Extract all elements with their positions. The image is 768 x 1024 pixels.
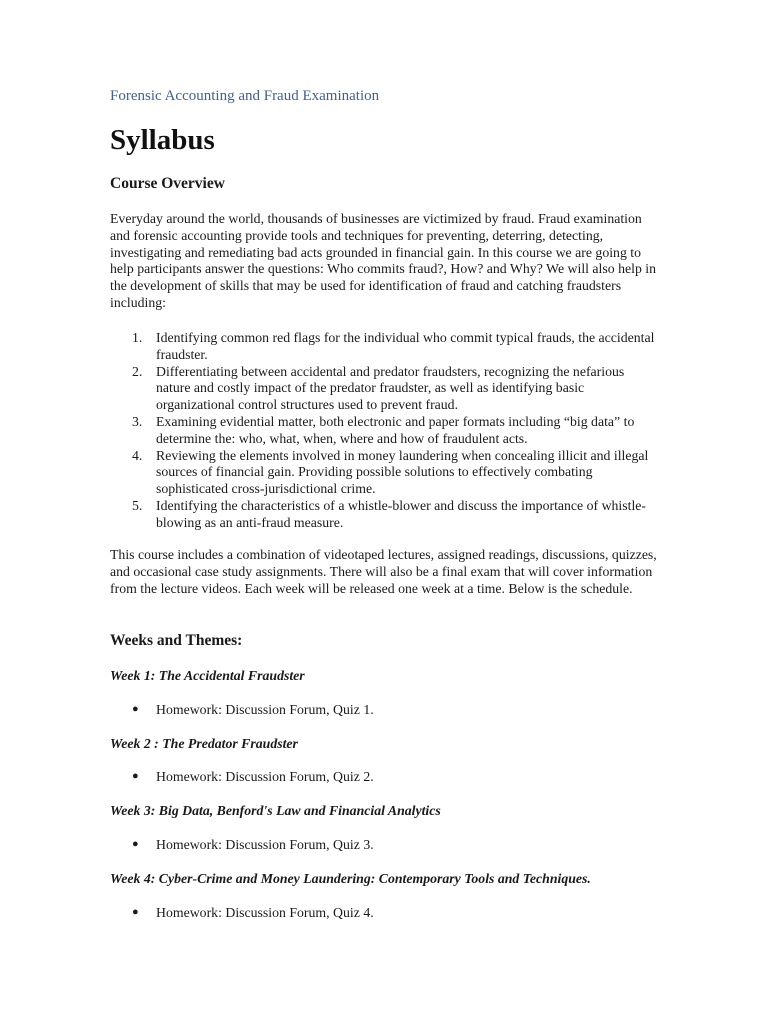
weeks-heading: Weeks and Themes: — [110, 632, 243, 649]
week-title: Week 1: The Accidental Fraudster — [110, 668, 305, 683]
objective-number: 2. — [132, 363, 143, 379]
objective-text: Examining evidential matter, both electronic and paper formats including “big data” to determine the: who, what, when, where and how of fraudulent acts. — [156, 413, 635, 446]
bullet-icon: ● — [132, 838, 139, 850]
homework-text: Homework: Discussion Forum, Quiz 2. — [156, 769, 374, 784]
objective-number: 1. — [132, 330, 143, 345]
homework-text: Homework: Discussion Forum, Quiz 3. — [156, 837, 374, 852]
format-paragraph: This course includes a combination of videotaped lectures, assigned readings, discussions, quizzes, and occasional case study assignments. There will also be a final exam that will cover information from the lecture videos. Each week will be released one week at a time. Below is the schedule. — [110, 547, 657, 596]
objective-text: Identifying the characteristics of a whistle-blower and discuss the importance of whistle-blowing as an anti-fraud measure. — [156, 497, 647, 530]
week-title: Week 3: Big Data, Benford's Law and Financial Analytics — [110, 803, 441, 818]
bullet-icon: ● — [132, 906, 139, 918]
objective-number: 5. — [132, 497, 143, 513]
bullet-icon: ● — [132, 703, 139, 715]
objective-text: Differentiating between accidental and predator fraudsters, recognizing the nefarious nature and costly impact of the predator fraudster, as well as identifying basic organizational control structures used to prevent fraud. — [156, 363, 625, 413]
objective-text: Identifying common red flags for the individual who commit typical frauds, the accidental fraudster. — [156, 330, 655, 362]
intro-paragraph: Everyday around the world, thousands of businesses are victimized by fraud. Fraud examination and forensic accounting provide tools and techniques for preventing, deterring, detecting, investigating and remediating bad acts grounded in financial gain. In this course we are going to help participants answer the questions: Who commits fraud?, How? and Why? We will also help in the development of skills that may be used for identification of fraud and catching fraudsters including: — [110, 211, 657, 310]
week-title: Week 4: Cyber-Crime and Money Laundering: Contemporary Tools and Techniques. — [110, 871, 591, 886]
homework-text: Homework: Discussion Forum, Quiz 4. — [156, 905, 374, 920]
objective-item — [110, 330, 662, 364]
objective-item — [110, 364, 662, 414]
course-overview-heading: Course Overview — [110, 175, 225, 192]
homework-text: Homework: Discussion Forum, Quiz 1. — [156, 702, 374, 717]
objective-item — [110, 498, 662, 532]
week-title: Week 2 : The Predator Fraudster — [110, 736, 298, 751]
objective-item — [110, 414, 662, 448]
objective-number: 3. — [132, 413, 143, 429]
course-subtitle: Forensic Accounting and Fraud Examination — [110, 88, 380, 104]
objective-number: 4. — [132, 447, 143, 463]
bullet-icon: ● — [132, 770, 139, 782]
page-title: Syllabus — [110, 124, 215, 156]
objectives-list — [110, 330, 662, 532]
objective-text: Reviewing the elements involved in money laundering when concealing illicit and illegal sources of financial gain. Providing possible solutions to effectively combating sophisticated cross-jurisdictional crime. — [156, 447, 649, 497]
objective-item — [110, 448, 662, 498]
